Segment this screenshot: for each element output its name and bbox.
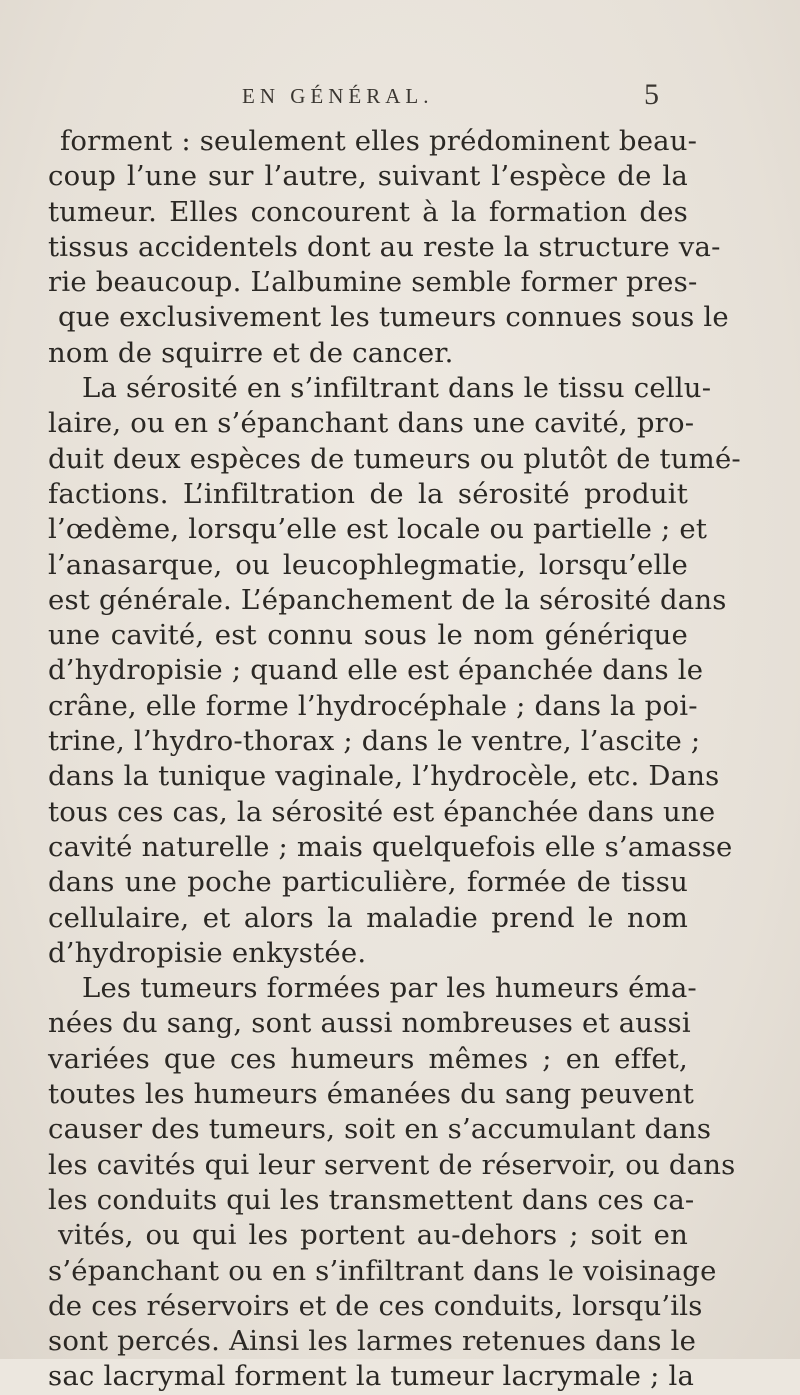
text-line: tous ces cas, la sérosité est épanchée dans une	[48, 795, 716, 828]
text-line: sac lacrymal forment la tumeur lacrymale ; la	[48, 1360, 695, 1393]
page-header	[0, 78, 800, 124]
text-line: une cavité, est connu sous le nom générique	[48, 619, 688, 652]
text-line: variées que ces humeurs mêmes ; en effet,	[48, 1042, 688, 1075]
text-line: forment : seulement elles prédominent beau-	[60, 125, 698, 157]
text-line: toutes les humeurs émanées du sang peuvent	[48, 1078, 694, 1111]
running-head: EN GÉNÉRAL.	[242, 84, 434, 108]
text-line: nom de squirre et de cancer.	[48, 336, 454, 369]
text-line: d’hydropisie enkystée.	[48, 936, 367, 969]
text-line: vités, ou qui les portent au-dehors ; soit en	[58, 1219, 688, 1252]
text-line: sont percés. Ainsi les larmes retenues dans le	[48, 1325, 697, 1358]
text-line: dans une poche particulière, formée de tissu	[48, 866, 688, 899]
text-line: Les tumeurs formées par les humeurs éma-	[82, 972, 697, 1005]
text-line: l’œdème, lorsqu’elle est locale ou partielle ; et	[48, 513, 708, 546]
text-line: coup l’une sur l’autre, suivant l’espèce de la	[48, 160, 688, 193]
text-line: de ces réservoirs et de ces conduits, lorsqu’ils	[48, 1289, 703, 1322]
text-line: d’hydropisie ; quand elle est épanchée dans le	[48, 654, 704, 687]
body-text	[48, 124, 741, 1395]
text-line: tissus accidentels dont au reste la structure va-	[48, 230, 721, 263]
text-line: crâne, elle forme l’hydrocéphale ; dans la poi-	[48, 689, 698, 722]
text-line: causer des tumeurs, soit en s’accumulant dans	[48, 1113, 712, 1146]
text-line: laire, ou en s’épanchant dans une cavité, pro-	[48, 407, 695, 440]
text-line: La sérosité en s’infiltrant dans le tissu cellu-	[82, 372, 712, 405]
text-line: nées du sang, sont aussi nombreuses et aussi	[48, 1007, 691, 1040]
text-line: les conduits qui les transmettent dans ces ca-	[48, 1183, 695, 1216]
text-line: dans la tunique vaginale, l’hydrocèle, etc. Dans	[48, 760, 720, 793]
text-line: factions. L’infiltration de la sérosité produit	[48, 477, 688, 510]
text-line: cavité naturelle ; mais quelquefois elle s’amasse	[48, 830, 733, 863]
text-line: s’épanchant ou en s’infiltrant dans le voisinage	[48, 1254, 717, 1287]
text-line: les cavités qui leur servent de réservoir, ou dans	[48, 1148, 736, 1181]
text-line: rie beaucoup. L’albumine semble former pres-	[48, 266, 698, 299]
text-line: cellulaire, et alors la maladie prend le nom	[48, 901, 688, 934]
text-line: l’anasarque, ou leucophlegmatie, lorsqu’elle	[48, 548, 688, 581]
text-line: trine, l’hydro-thorax ; dans le ventre, l’ascite ;	[48, 725, 701, 758]
text-line: duit deux espèces de tumeurs ou plutôt de tumé-	[48, 442, 741, 475]
page-number: 5	[644, 78, 659, 111]
text-line: est générale. L’épanchement de la sérosité dans	[48, 583, 727, 616]
text-line: que exclusivement les tumeurs connues sous le	[58, 301, 729, 334]
text-line: tumeur. Elles concourent à la formation des	[48, 195, 688, 228]
